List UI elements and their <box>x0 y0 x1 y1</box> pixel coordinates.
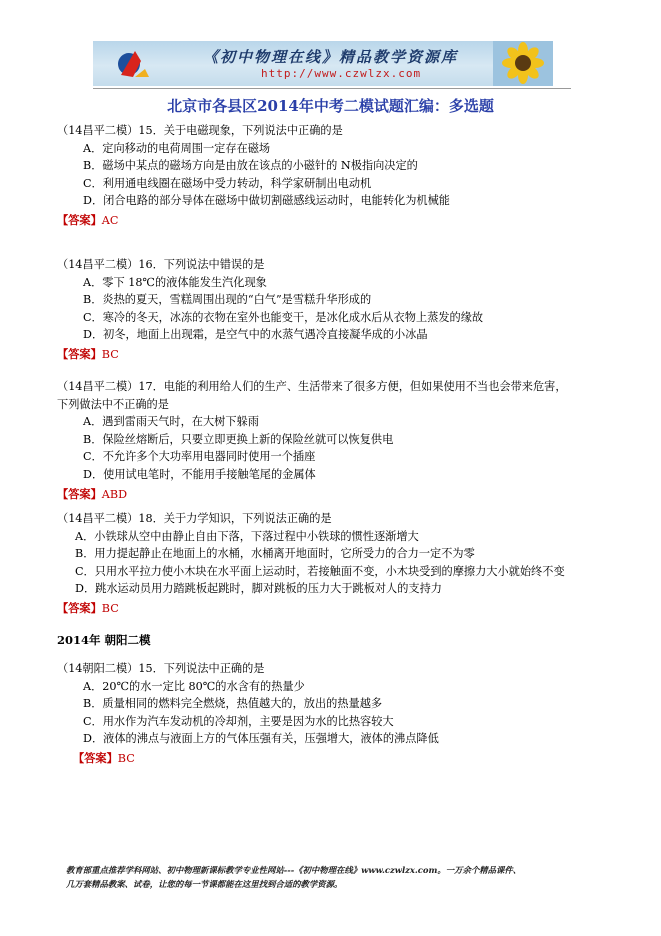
question-stem: （14朝阳二模）15．下列说法中正确的是 <box>57 662 265 675</box>
sunflower-icon <box>493 41 553 86</box>
banner-title: 《初中物理在线》精品教学资源库 <box>203 48 459 66</box>
footer-line-2: 几万套精品教案、试卷，让您的每一节课都能在这里找到合适的教学资源。 <box>66 879 343 889</box>
header-banner <box>93 41 553 86</box>
option-c: C．寒冷的冬天，冰冻的衣物在室外也能变干，是冰化成水后从衣物上蒸发的缘故 <box>83 310 484 324</box>
question-stem: （14昌平二模）16．下列说法中错误的是 <box>57 258 265 271</box>
answer-value: BC <box>101 601 119 615</box>
answer-tag: 【答案】 <box>57 346 102 361</box>
banner-url: http://www.czwlzx.com <box>261 67 422 80</box>
logo-icon <box>115 47 155 81</box>
question-stem: （14昌平二模）15．关于电磁现象，下列说法中正确的是 <box>57 124 343 137</box>
option-b: B．炎热的夏天，雪糕周围出现的“白气”是雪糕升华形成的 <box>83 293 372 307</box>
option-a: A．小铁球从空中由静止自由下落，下落过程中小铁球的惯性逐渐增大 <box>75 529 419 543</box>
answer <box>57 486 617 504</box>
answer-tag: 【答案】 <box>57 600 102 615</box>
option-d: D．闭合电路的部分导体在磁场中做切割磁感线运动时，电能转化为机械能 <box>83 194 450 208</box>
option-d: D．跳水运动员用力踏跳板起跳时，脚对跳板的压力大于跳板对人的支持力 <box>75 582 442 596</box>
option-b: B．保险丝熔断后，只要立即更换上新的保险丝就可以恢复供电 <box>83 432 394 446</box>
question-4 <box>57 510 617 618</box>
option-c: C．不允许多个大功率用电器同时使用一个插座 <box>83 450 316 464</box>
question-stem: （14昌平二模）17．电能的利用给人们的生产、生活带来了很多方便，但如果使用不当也会带来危害， <box>57 380 567 393</box>
answer-value: AC <box>101 213 119 227</box>
option-a: A．零下 18℃的液体能发生汽化现象 <box>83 275 267 289</box>
option-d: D．初冬，地面上出现霜，是空气中的水蒸气遇冷直接凝华成的小冰晶 <box>83 328 428 342</box>
answer-value: BC <box>101 347 119 361</box>
option-a: A．定向移动的电荷周围一定存在磁场 <box>83 141 271 155</box>
option-d: D．使用试电笔时，不能用手接触笔尾的金属体 <box>83 467 316 481</box>
answer <box>57 212 617 230</box>
header-rule <box>93 88 571 89</box>
question-stem-cont: 下列做法中不正确的是 <box>57 397 169 411</box>
footer-line-1: 教育部重点推荐学科网站、初中物理新课标教学专业性网站---《初中物理在线》www.czwlzx.com。一万余个精品课件、 <box>66 865 522 875</box>
answer <box>57 600 617 618</box>
answer <box>57 346 617 364</box>
question-5 <box>57 660 617 768</box>
answer <box>57 750 617 768</box>
option-c: C．只用水平拉力使小木块在水平面上运动时，若接触面不变，小木块受到的摩擦力大小就始终不变 <box>75 564 565 578</box>
answer-tag: 【答案】 <box>57 486 102 501</box>
option-c: C．用水作为汽车发动机的冷却剂，主要是因为水的比热容较大 <box>83 714 394 728</box>
section-title: 2014年 朝阳二模 <box>57 633 151 647</box>
option-c: C．利用通电线圈在磁场中受力转动，科学家研制出电动机 <box>83 176 372 190</box>
footer <box>66 863 606 891</box>
question-3 <box>57 378 617 503</box>
document-title: 北京市各县区2014年中考二模试题汇编：多选题 <box>167 97 494 115</box>
answer-value: ABD <box>101 487 128 501</box>
option-a: A．遇到雷雨天气时，在大树下躲雨 <box>83 415 259 429</box>
option-a: A．20℃的水一定比 80℃的水含有的热量少 <box>83 679 305 693</box>
answer-tag: 【答案】 <box>73 750 118 765</box>
option-b: B．质量相同的燃料完全燃烧，热值越大的，放出的热量越多 <box>83 697 383 711</box>
question-stem: （14昌平二模）18．关于力学知识，下列说法正确的是 <box>57 512 332 525</box>
option-b: B．磁场中某点的磁场方向是由放在该点的小磁针的 N极指向决定的 <box>83 159 418 173</box>
option-d: D．液体的沸点与液面上方的气体压强有关，压强增大，液体的沸点降低 <box>83 732 439 746</box>
answer-value: BC <box>117 751 135 765</box>
option-b: B．用力提起静止在地面上的水桶，水桶离开地面时，它所受力的合力一定不为零 <box>75 547 475 561</box>
question-2 <box>57 256 617 364</box>
answer-tag: 【答案】 <box>57 212 102 227</box>
question-1 <box>57 122 617 230</box>
